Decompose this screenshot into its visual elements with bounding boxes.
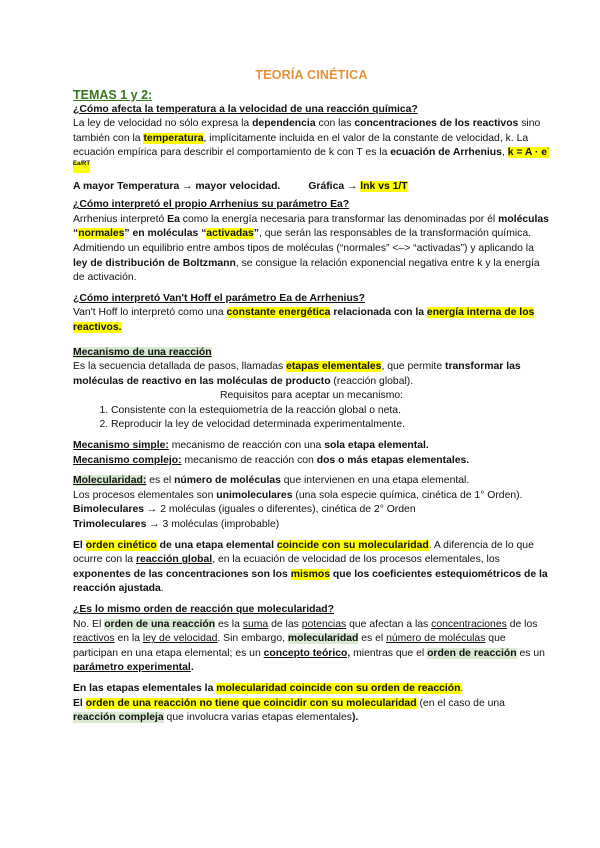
temas-heading: TEMAS 1 y 2:	[73, 87, 153, 102]
temperature-summary: A mayor Temperatura → mayor velocidad. Gráfica → lnk vs 1/T	[73, 180, 408, 192]
molecularity-unimolecular: Los procesos elementales son unimoleculares (una sola especie química, cinética de 1° Orden).	[73, 489, 523, 501]
requirements-label: Requisitos para aceptar un mecanismo:	[219, 390, 404, 402]
highlight-temperatura: temperatura	[143, 132, 204, 144]
molecularity-bimolecular: Bimoleculares → 2 moléculas (iguales o diferentes), cinética de 2° Orden	[73, 504, 416, 516]
conclusion-order: El orden de una reacción no tiene que coincidir con su molecularidad (en el caso de una reacción compleja que involucra varias etapas elementales).	[73, 697, 505, 724]
document-title: TEORÍA CINÉTICA	[255, 68, 368, 82]
list-item: 1. Consistente con la estequiometría de la reacción global o neta.	[111, 404, 550, 419]
paragraph-order-vs-molecularity: No. El orden de una reacción es la suma de las potencias que afectan a las concentraciones de los reactivos en la ley de velocidad. Sin embargo, molecularidad es el número de moléculas que participan en una etapa elemental; es un concepto teórico, mientras que el orden de reacción es un parámetro experimental.	[73, 618, 545, 674]
paragraph-vanthoff: Van't Hoff lo interpretó como una constante energética relacionada con la energía interna de los reactivos.	[73, 307, 535, 333]
question-arrhenius: ¿Cómo interpretó el propio Arrhenius su parámetro Ea?	[73, 199, 350, 211]
question-order-vs-molecularity: ¿Es lo mismo orden de reacción que molecularidad?	[73, 604, 334, 615]
highlight-graph: lnk vs 1/T	[360, 180, 408, 192]
paragraph-kinetic-order: El orden cinético de una etapa elemental coincide con su molecularidad. A diferencia de lo que ocurre con la reacción global, en la ecuación de velocidad de los procesos elementales, los exponentes de las concentraciones son los mismos que los coeficientes estequiométricos de la reacción ajustada.	[73, 539, 548, 595]
molecularity-definition: Molecularidad: es el número de moléculas que intervienen en una etapa elemental.	[73, 475, 470, 487]
requirements-list	[73, 404, 550, 433]
mechanism-simple: Mecanismo simple: mecanismo de reacción con una sola etapa elemental.	[73, 440, 429, 452]
paragraph-temperature: La ley de velocidad no sólo expresa la dependencia con las concentraciones de los reactivos sino también con la temperatura, implícitamente incluida en el valor de la constante de velocidad, k. La ecuación empírica para describir el comportamiento de k con T es la ecuación de Arrhenius, $k = A \cdot e^{- Ea/RT}$	[73, 117, 550, 175]
molecularity-trimolecular: Trimoleculares → 3 moléculas (improbable)	[73, 519, 280, 531]
mechanism-heading: Mecanismo de una reacción	[73, 346, 212, 358]
question-vanthoff: ¿Cómo interpretó Van't Hoff el parámetro Ea de Arrhenius?	[73, 292, 365, 304]
mechanism-complex: Mecanismo complejo: mecanismo de reacción con dos o más etapas elementales.	[73, 454, 470, 466]
list-item: 2. Reproducir la ley de velocidad determinada experimentalmente.	[111, 418, 550, 433]
arrhenius-equation: $k = A \cdot e^{- Ea/RT}$	[73, 147, 549, 173]
paragraph-mechanism: Es la secuencia detallada de pasos, llamadas etapas elementales, que permite transformar las moléculas de reactivo en las moléculas de producto (reacción global).	[73, 361, 521, 387]
question-temperature: ¿Cómo afecta la temperatura a la velocidad de una reacción química?	[73, 103, 418, 115]
paragraph-arrhenius: Arrhenius interpretó Ea como la energía necesaria para transformar las denominadas por él moléculas “normales” en moléculas “activadas”, que serán las responsables de la transformación química. Admitiendo un equilibrio entre ambos tipos de moléculas (“normales” <–> “activadas”) y aplicando la ley de distribución de Boltzmann, se consigue la relación exponencial negativa entre k y la energía de activación.	[73, 213, 549, 284]
conclusion-elementary: En las etapas elementales la molecularidad coincide con su orden de reacción.	[73, 682, 464, 694]
